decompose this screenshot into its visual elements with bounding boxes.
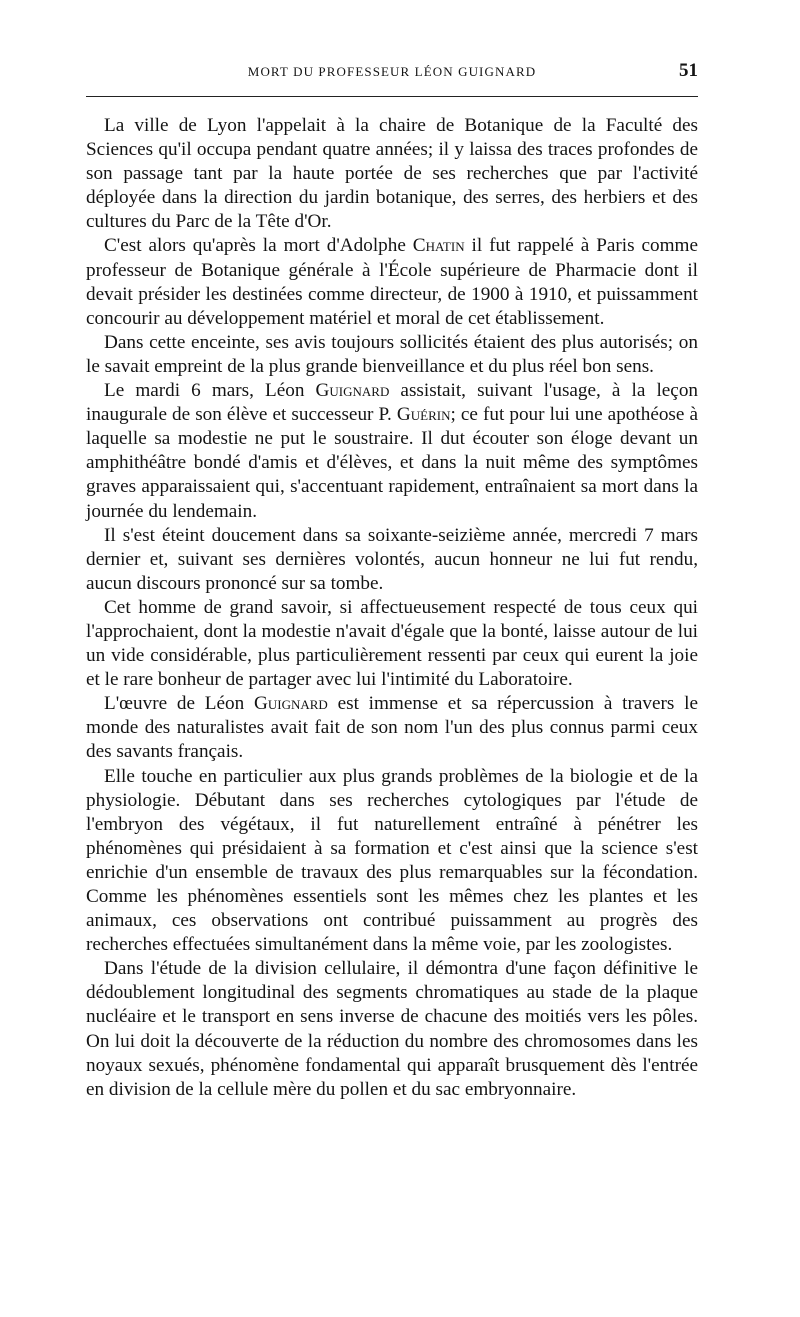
text-run: Cet homme de grand savoir, si affectueusement respecté de tous ceux qui l'approchaient, dont la modestie n'avait d'égale que la bonté, laisse autour de lui un vide considérable, plus particulièrement ressenti par ceux qui eurent la joie et le rare bonheur de partager avec lui l'intimité du Laboratoire. [86,596,698,691]
small-caps-name: Guignard [254,693,328,715]
running-head [86,60,698,86]
paragraph [86,957,698,1102]
small-caps-name: Guignard [315,380,390,402]
header-rule [86,96,698,97]
text-run: Le mardi 6 mars, Léon [104,380,316,402]
text-run: il fut rappelé à Paris comme professeur de Botanique générale à l'École supérieure de Pharmacie dont il devait présider les destinées comme directeur, de 1900 à 1910, et puissamment concourir au développement matériel et moral de cet établissement. [86,235,698,329]
text-run: Dans cette enceinte, ses avis toujours sollicités étaient des plus autorisés; on le savait empreint de la plus grande bienveillance et du plus réel bon sens. [86,331,698,377]
paragraph [86,765,698,958]
text-run: L'œuvre de Léon [104,693,254,715]
paragraph [86,114,698,234]
text-run: La ville de Lyon l'appelait à la chaire de Botanique de la Faculté des Sciences qu'il occupa pendant quatre années; il y laissa des traces profondes de son passage tant par la haute portée de ses recherches que par l'activité déployée dans la direction du jardin botanique, des serres, des herbiers et des cultures du Parc de la Tête d'Or. [86,115,698,233]
paragraph [86,596,698,692]
paragraph [86,524,698,596]
text-run: C'est alors qu'après la mort d'Adolphe [104,235,413,257]
paragraph [86,234,698,330]
paragraph [86,692,698,764]
text-run: assistait, suivant l'usage, à la leçon inaugurale de son élève et successeur P. [86,380,699,426]
small-caps-name: Guérin [396,404,451,426]
text-run: Elle touche en particulier aux plus grands problèmes de la biologie et de la physiologie. Débutant dans ses recherches cytologiques par l'étude de l'embryon des végétaux, il fut naturellement entraîné à pénétrer les phénomènes qui présidaient à sa formation et c'est ainsi que la science s'est enrichie d'un ensemble de travaux des plus remarquables sur la fécondation. Comme les phénomènes essentiels sont les mêmes chez les plantes et les animaux, ces observations ont contribué puissamment au progrès des recherches effectuées simultanément dans la même voie, par les zoologistes. [86,765,698,956]
text-run: Dans l'étude de la division cellulaire, il démontra d'une façon définitive le dédoublement longitudinal des segments chromatiques au stade de la plaque nucléaire et le transport en sens inverse de chacune des moitiés vers les pôles. On lui doit la découverte de la réduction du nombre des chromosomes dans les noyaux sexués, phénomène fondamental qui apparaît brusquement dès l'entrée en division de la cellule mère du pollen et du sac embryonnaire. [86,958,698,1100]
small-caps-name: Chatin [412,235,465,257]
running-head-title: MORT DU PROFESSEUR LÉON GUIGNARD [247,64,537,79]
paragraph [86,379,698,524]
paragraph [86,331,698,379]
book-page [86,60,698,1102]
text-run: Il s'est éteint doucement dans sa soixante-seizième année, mercredi 7 mars dernier et, suivant ses dernières volontés, aucun honneur ne lui fut rendu, aucun discours prononcé sur sa tombe. [86,524,698,594]
text-run: est immense et sa répercussion à travers le monde des naturalistes avait fait de son nom l'un des plus connus parmi ceux des savants français. [86,693,698,763]
text-run: ; ce fut pour lui une apothéose à laquelle sa modestie ne put le soustraire. Il dut écouter son éloge devant un amphithéâtre bondé d'amis et d'élèves, et dans la nuit même des symptômes graves apparaissaient qui, s'accentuant rapidement, entraînaient sa mort dans la journée du lendemain. [86,404,698,522]
page-number: 51 [679,60,698,81]
body-text [86,114,698,1102]
